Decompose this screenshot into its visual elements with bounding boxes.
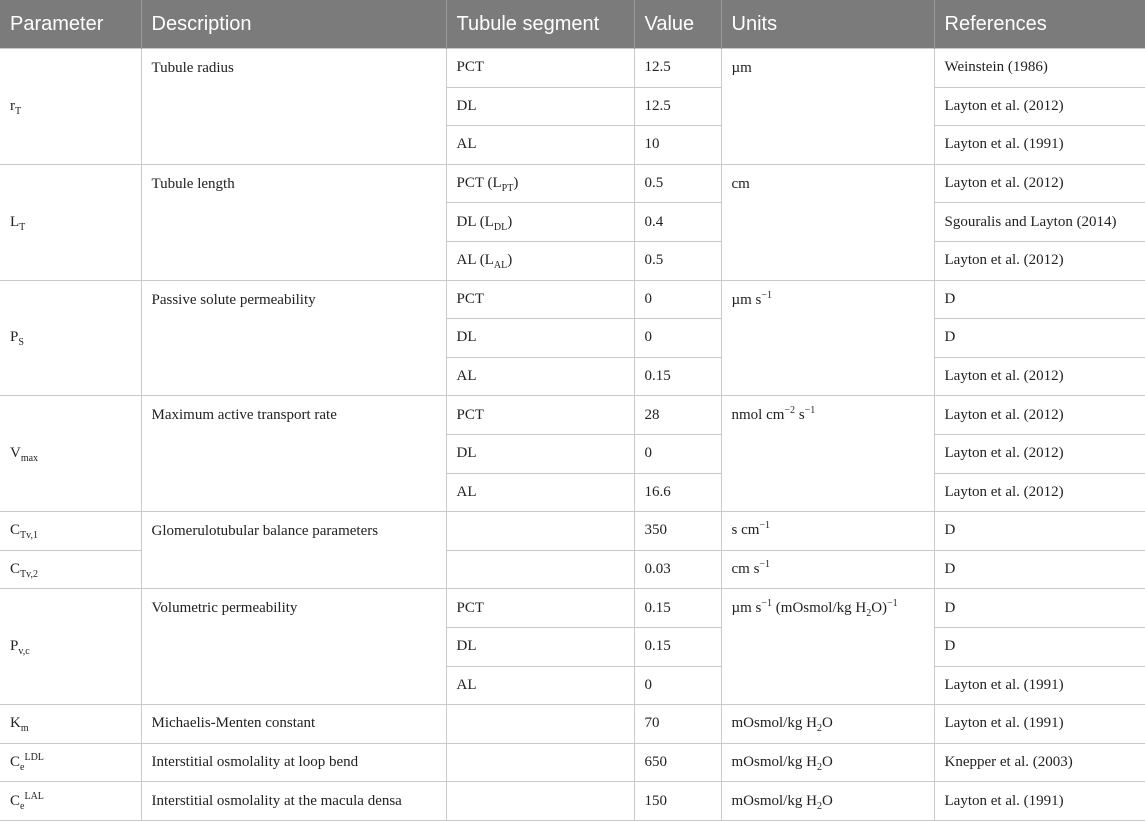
table-row	[0, 164, 1145, 203]
parameter-cell: $K_m$	[0, 705, 141, 744]
value-cell: 16.6	[634, 473, 721, 512]
value-cell: 0.4	[634, 203, 721, 242]
header-references: References	[934, 0, 1145, 49]
parameter-cell: $V_{max}$	[0, 396, 141, 512]
units-cell: cm $s^{-1}$	[721, 550, 934, 589]
reference-cell: Layton et al. (1991)	[934, 126, 1145, 165]
segment-cell: DL	[446, 319, 634, 358]
value-cell: 0.5	[634, 164, 721, 203]
table-row	[0, 743, 1145, 782]
value-cell: 0.03	[634, 550, 721, 589]
reference-cell: D	[934, 550, 1145, 589]
parameter-cell: $C_e^{LDL}$	[0, 743, 141, 782]
parameter-cell: $P_{v,c}$	[0, 589, 141, 705]
segment-cell: DL	[446, 434, 634, 473]
reference-cell: Layton et al. (2012)	[934, 396, 1145, 435]
description-cell: Tubule radius	[141, 49, 446, 165]
value-cell: 0	[634, 280, 721, 319]
value-cell: 12.5	[634, 87, 721, 126]
reference-cell: Knepper et al. (2003)	[934, 743, 1145, 782]
segment-cell	[446, 705, 634, 744]
header-value: Value	[634, 0, 721, 49]
segment-cell: PCT	[446, 396, 634, 435]
header-description: Description	[141, 0, 446, 49]
description-cell: Volumetric permeability	[141, 589, 446, 705]
value-cell: 0	[634, 434, 721, 473]
segment-cell	[446, 512, 634, 551]
value-cell: 12.5	[634, 49, 721, 88]
description-cell: Tubule length	[141, 164, 446, 280]
units-cell: mOsmol/kg $H_2O$	[721, 743, 934, 782]
segment-cell: AL	[446, 666, 634, 705]
reference-cell: Sgouralis and Layton (2014)	[934, 203, 1145, 242]
reference-cell: Layton et al. (2012)	[934, 473, 1145, 512]
units-cell: s $cm^{-1}$	[721, 512, 934, 551]
parameter-cell: $C_{Tv,2}$	[0, 550, 141, 589]
value-cell: 0.15	[634, 627, 721, 666]
reference-cell: D	[934, 589, 1145, 628]
segment-cell	[446, 743, 634, 782]
value-cell: 70	[634, 705, 721, 744]
value-cell: 650	[634, 743, 721, 782]
value-cell: 350	[634, 512, 721, 551]
header-row	[0, 0, 1145, 49]
units-cell: nmol $cm^{-2}$ $s^{-1}$	[721, 396, 934, 512]
reference-cell: Layton et al. (1991)	[934, 666, 1145, 705]
parameter-cell: $r_T$	[0, 49, 141, 165]
reference-cell: Weinstein (1986)	[934, 49, 1145, 88]
segment-cell: PCT	[446, 49, 634, 88]
reference-cell: D	[934, 319, 1145, 358]
reference-cell: D	[934, 280, 1145, 319]
description-cell: Interstitial osmolality at loop bend	[141, 743, 446, 782]
reference-cell: Layton et al. (1991)	[934, 782, 1145, 821]
reference-cell: D	[934, 512, 1145, 551]
parameter-cell: $C_{Tv,1}$	[0, 512, 141, 551]
table-row	[0, 705, 1145, 744]
value-cell: 10	[634, 126, 721, 165]
value-cell: 0	[634, 666, 721, 705]
table-row	[0, 49, 1145, 88]
segment-cell: PCT	[446, 280, 634, 319]
table-row	[0, 589, 1145, 628]
value-cell: 0.5	[634, 241, 721, 280]
description-cell: Maximum active transport rate	[141, 396, 446, 512]
reference-cell: Layton et al. (2012)	[934, 434, 1145, 473]
value-cell: 0.15	[634, 357, 721, 396]
description-cell: Glomerulotubular balance parameters	[141, 512, 446, 589]
segment-cell: DL $(L_{DL})$	[446, 203, 634, 242]
reference-cell: Layton et al. (2012)	[934, 241, 1145, 280]
description-cell: Michaelis-Menten constant	[141, 705, 446, 744]
value-cell: 0	[634, 319, 721, 358]
description-cell: Passive solute permeability	[141, 280, 446, 396]
table-row	[0, 512, 1145, 551]
segment-cell: AL	[446, 473, 634, 512]
table-row	[0, 782, 1145, 821]
units-cell: µm	[721, 49, 934, 165]
table-row	[0, 396, 1145, 435]
value-cell: 150	[634, 782, 721, 821]
units-cell: mOsmol/kg $H_2O$	[721, 782, 934, 821]
units-cell: µm $s^{-1}$	[721, 280, 934, 396]
segment-cell	[446, 782, 634, 821]
header-units: Units	[721, 0, 934, 49]
segment-cell: AL $(L_{AL})$	[446, 241, 634, 280]
value-cell: 0.15	[634, 589, 721, 628]
segment-cell	[446, 550, 634, 589]
units-cell: µm $s^{-1}$ (mOsmol/kg $H_2O)^{-1}$	[721, 589, 934, 705]
header-tubule-segment: Tubule segment	[446, 0, 634, 49]
value-cell: 28	[634, 396, 721, 435]
reference-cell: Layton et al. (2012)	[934, 164, 1145, 203]
segment-cell: DL	[446, 87, 634, 126]
reference-cell: Layton et al. (1991)	[934, 705, 1145, 744]
description-cell: Interstitial osmolality at the macula densa	[141, 782, 446, 821]
header-parameter: Parameter	[0, 0, 141, 49]
parameter-cell: $L_T$	[0, 164, 141, 280]
segment-cell: AL	[446, 126, 634, 165]
table-row	[0, 280, 1145, 319]
units-cell: mOsmol/kg $H_2O$	[721, 705, 934, 744]
parameter-cell: $P_S$	[0, 280, 141, 396]
reference-cell: Layton et al. (2012)	[934, 87, 1145, 126]
segment-cell: PCT $(L_{PT})$	[446, 164, 634, 203]
segment-cell: DL	[446, 627, 634, 666]
segment-cell: PCT	[446, 589, 634, 628]
segment-cell: AL	[446, 357, 634, 396]
reference-cell: Layton et al. (2012)	[934, 357, 1145, 396]
parameter-cell: $C_e^{LAL}$	[0, 782, 141, 821]
reference-cell: D	[934, 627, 1145, 666]
units-cell: cm	[721, 164, 934, 280]
